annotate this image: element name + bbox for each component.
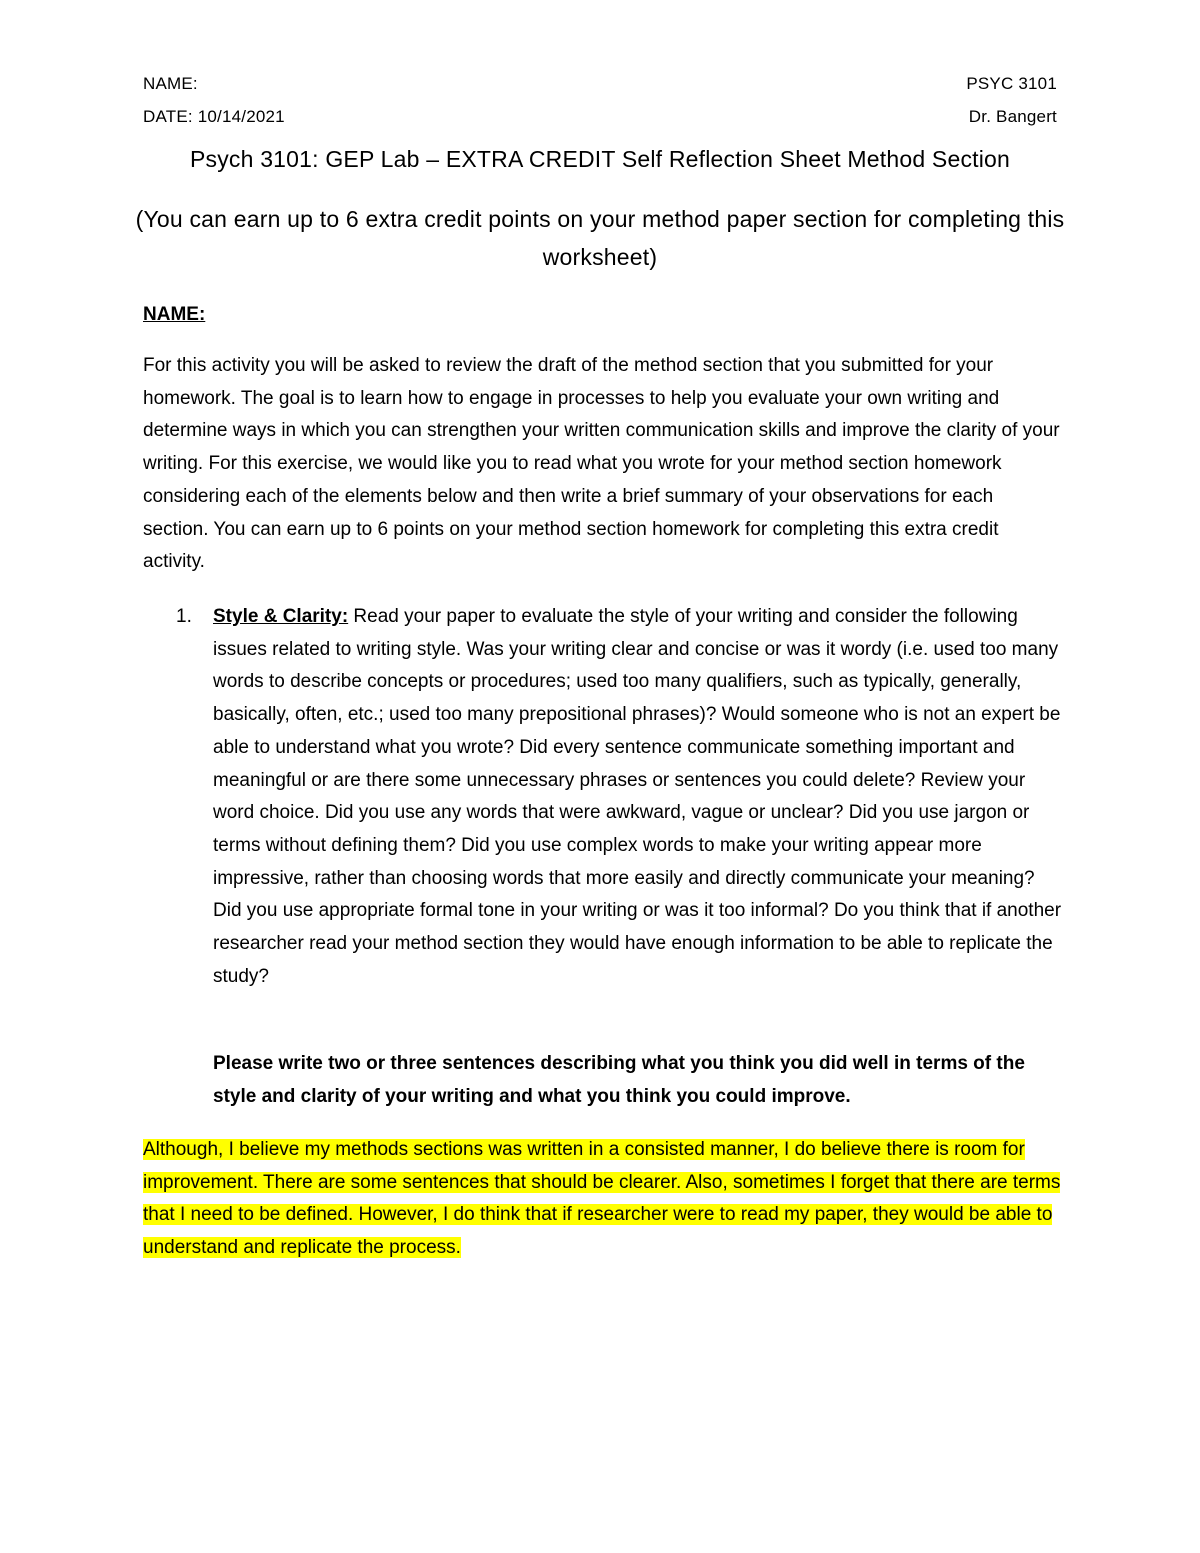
intro-paragraph: For this activity you will be asked to review the draft of the method section that you submitted for your homework. The goal is to learn how to engage in processes to help you evaluate your own writing and determine ways in which you can strengthen your written communication skills and improve the clarity of your writing. For this exercise, we would like you to read what you wrote for your method section homework considering each of the elements below and then write a brief summary of your observations for each section. You can earn up to 6 points on your method section homework for completing this extra credit activity.: [143, 355, 1060, 573]
list-item: [143, 601, 1063, 993]
header-right: [966, 72, 1057, 138]
highlighted-answer-text: Although, I believe my methods sections was written in a consisted manner, I do believe there is room for improvement. There are some sentences that should be clearer. Also, sometimes I forget that there are terms that I need to be defined. However, I do think that if researcher were to read my paper, they would be able to understand and replicate the process.: [143, 1139, 1061, 1258]
name-field-label: NAME:: [143, 304, 206, 325]
header-name-label: NAME:: [143, 74, 198, 93]
document-subtitle: (You can earn up to 6 extra credit points on your method paper section for completing this worksheet): [135, 206, 1065, 270]
header-date: DATE: 10/14/2021: [143, 107, 285, 126]
header-course: PSYC 3101: [966, 74, 1057, 93]
header-left: [143, 72, 285, 138]
answer-paragraph: [143, 1134, 1073, 1264]
list-item-text: Read your paper to evaluate the style of your writing and consider the following issues related to writing style. Was your writing clear and concise or was it wordy (i.e. used too many words to describe concepts or procedures; used too many qualifiers, such as typically, generally, basically, often, etc.; used too many prepositional phrases)? Would someone who is not an expert be able to understand what you wrote? Did every sentence communicate something important and meaningful or are there some unnecessary phrases or sentences you could delete? Review your word choice. Did you use any words that were awkward, vague or unclear? Did you use jargon or terms without defining them? Did you use complex words to make your writing appear more impressive, rather than choosing words that more easily and directly communicate your meaning? Did you use appropriate formal tone in your writing or was it too informal? Do you think that if another researcher read your method section they would have enough information to be able to replicate the study?: [213, 606, 1062, 987]
list-item-body: [213, 601, 1063, 993]
header-instructor: Dr. Bangert: [968, 107, 1057, 126]
document-title: Psych 3101: GEP Lab – EXTRA CREDIT Self Reflection Sheet Method Section: [189, 146, 1011, 172]
list-item-number: 1.: [176, 606, 192, 627]
list-item-title: Style & Clarity:: [213, 606, 349, 627]
item-prompt: Please write two or three sentences describing what you think you did well in terms of the style and clarity of your writing and what you think you could improve.: [213, 1053, 1025, 1107]
